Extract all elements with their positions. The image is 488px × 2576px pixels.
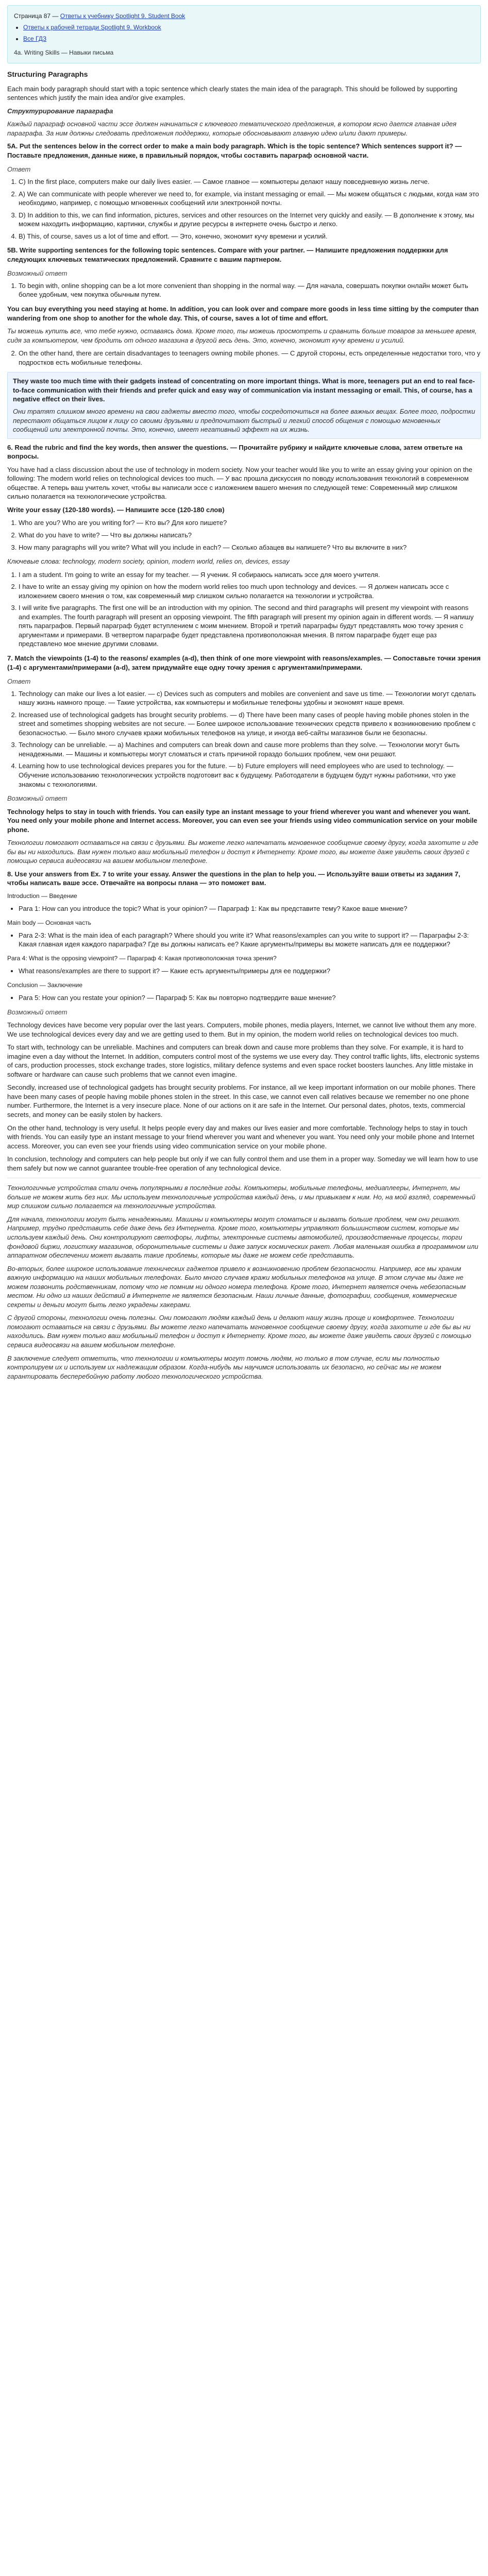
final-essay-1: Technology devices have become very popular over the last years. Computers, mobile phones, media players, Internet, we cannot live without them any more. We use technological devices every day and we are getting used to them. But in my opinion, the modern world relies on technological devices too much. [7,1021,477,1038]
all-gdz-link[interactable]: Все ГДЗ [23,35,47,43]
list-6-answer: 3. I will write five paragraphs. The first one will be an introduction with my opinion. The second and third paragraphs will present my viewpoint with reasons and examples. The fourth paragraph will present an opposing viewpoint. The fifth paragraph will present my opinion again in different words. — Я напишу пять параграфов. Первый параграф будет вступлением с моим мнением. Второй и третий параграфы будут представлять мою точку зрения с аргументами и примерами. В четвертом параграфе будет представлена противоположная мнения. В пятом параграфе будет еще раз представлено мое мнение другими словами. [19,603,481,649]
top-lead: Страница 87 — [14,12,59,20]
list-5a-item: 2. A) We can communicate with people wherever we need to, for example, via instant messaging or email. — Мы можем общаться с людьми, когда нам это необходимо, например, с помощью мгновенных сообщений или электронной почты. [19,190,481,208]
workbook-link[interactable]: Ответы к рабочей тетради Spotlight 9. Workbook [23,24,161,31]
list-7-item: 2. Increased use of technological gadgets has brought security problems. — d) There have been many cases of people having mobile phones stolen in the street and sometimes shopping websites are not secure. — Более широкое использование технических средств привело к возникновению проблем с безопасностью. — Было много случаев кражи мобильных телефонов на улице, и иногда веб-сайты магазинов были не безопасны. [19,710,481,738]
ex-5b2-en: They waste too much time with their gadgets instead of concentrating on more important things. What is more, teenagers put an end to real face-to-face communication with their friends and prefer quick and easy way of communication via instant messaging or email. This, of course, has a negative effect on their lives. [13,377,475,403]
list-7-item: 1. Technology can make our lives a lot easier. — c) Devices such as computers and mobiles are convenient and save us time. — Технологии могут сделать нашу жизнь намного проще. — Такие устройства, как компьютеры и мобильные телефоны удобны и экономят наше время. [19,689,481,707]
introduction: Introduction — Введение [7,892,77,900]
list-6-answer: 1. I am a student. I'm going to write an essay for my teacher. — Я ученик. Я собираюсь написать эссе для моего учителя. [19,570,481,580]
list-6-item: 2. What do you have to write? — Что вы должны написать? [19,531,481,540]
list-5b-2 [19,349,481,367]
mainbody: Main body — Основная часть [7,919,91,926]
plan-main-item: • Para 2-3: What is the main idea of each paragraph? Where should you write it? What reasons/examples can you write to support it? — Параграфы 2-3: Какая главная идея каждого параграфа? Где вы должны написать ее? Какие аргументы/примеры вы можете написать для ее поддержки? [19,931,481,949]
possible-8: Возможный ответ [7,1008,68,1016]
list-6-item: 3. How many paragraphs will you write? What will you include in each? — Сколько абзацев вы напишете? Что вы включите в них? [19,543,481,552]
list-5a-item: 4. B) This, of course, saves us a lot of time and effort. — Это, конечно, экономит кучу времени и усилий. [19,232,481,241]
conclusion: Conclusion — Заключение [7,981,83,989]
list-5a [19,177,481,241]
ex-5b2-ru: Они тратят слишком много времени на свои гаджеты вместо того, чтобы сосредоточиться на более важных вещах. Более того, подростки перестают общаться лицом к лицу со своими друзьями и предпочитают быстрый и легкий способ общения с помощью мгновенных сообщений или электронной почты. Это, конечно, имеет негативный эффект на их жизнь. [13,407,475,434]
list-7-item: 3. Technology can be unreliable. — a) Machines and computers can break down and cause more problems than they solve. — Технологии могут быть ненадежными. — Машины и компьютеры могут сломаться и стать причиной гораздо больших проблем, чем они решают. [19,740,481,758]
final-essay-ru-3: Во-вторых, более широкое использование технических гаджетов привело к возникновению проблем безопасности. Например, все мы храним важную информацию на наших мобильных телефонах. Было много случаев кражи мобильных телефонов на улице. В этом случае мы даже не можем позвонить родственникам, потому что не помним ни одного номера телефона. Кроме того, Интернет является очень небезопасным местом. Ни одно из наших действий в Интернете не является безопасным. Наши личные данные, фотографии, сообщения, коммерческие секреты и деньги могут быть легко украдены хакерами. [7,1264,466,1309]
h-ru: Структурирование параграфа [7,107,113,115]
h-essay: Write your essay (120-180 words). — Напишите эссе (120-180 слов) [7,505,225,514]
final-essay-ru-1: Технологичные устройства стали очень популярными в последние годы. Компьютеры, мобильные телефоны, медиаплееры, Интернет, мы больше не можем жить без них. Мы используем технологичные устройства каждый день, и мы привыкаем к ним. Но, на мой взгляд, современный мир слишком сильно полагается на технологичные устройства. [7,1184,476,1210]
p-ru: Каждый параграф основной части эссе должен начинаться с ключевого тематического предложения, в котором ясно дается главная идея параграфа. За ним должны следовать предложения поддержки, которые обосновывают главную идею и/или дают примеры. [7,120,457,137]
h-8: 8. Use your answers from Ex. 7 to write your essay. Answer the questions in the plan to help you. — Используйте ваши ответы из задания 7, чтобы написать ваше эссе. Отвечайте на вопросы плана — это поможет вам. [7,870,461,887]
plan-para4-item: • What reasons/examples are there to support it? — Какие есть аргументы/примеры для ее поддержки? [19,967,481,976]
h-5a: 5A. Put the sentences below in the correct order to make a main body paragraph. Which is the topic sentence? Which sentences support it? — Поставьте предложения, данные ниже, в правильный порядок, чтобы составить параграф основной части. [7,142,462,159]
plan-conclusion-item: • Para 5: How can you restate your opinion? — Параграф 5: Как вы повторно подтвердите ваше мнение? [19,993,481,1003]
ex-5b1-ru: Ты можешь купить все, что тебе нужно, оставаясь дома. Кроме того, ты можешь просмотреть и сравнить больше товаров за меньшее время, сидя за компьютером, чем бродить от одного магазина в другой весь день. Это, конечно, экономит кучу времени и усилий. [7,327,477,344]
section-title: 4a. Writing Skills — Навыки письма [14,48,114,56]
p-7b-en: Technology helps to stay in touch with friends. You can easily type an instant message to your friend wherever you want and whenever you want. You need only your mobile phone and Internet access. Moreover, you can even see your friends using video communication service on your mobile phone. [7,807,478,834]
para4: Para 4: What is the opposing viewpoint? — Параграф 4: Какая противоположная точка зрения? [7,955,277,962]
top-links-list [23,23,474,43]
final-essay-ru-2: Для начала, технологии могут быть ненадежными. Машины и компьютеры могут сломаться и вызвать больше проблем, чем они решают. Например, трудно представить себе даже день без Интернета. Кроме того, компьютеры управляют большинством систем, которые мы используем каждый день. Они контролируют светофоры, лифты, электронные системы автомобилей, производственные процессы, торги фондовой биржи, логистику магазинов, оборонительные системы и даже запуск космических ракет. Любая маленькая ошибка в программном или аппаратном обеспечении может вызвать такие проблемы, которые мы даже не можем себе представить. [7,1215,479,1260]
student-book-link[interactable]: Ответы к учебнику Spotlight 9. Student Book [60,12,186,20]
p-intro: Each main body paragraph should start with a topic sentence which clearly states the main idea of the paragraph. This should be followed by supporting sentences which justify the main idea and/or give examples. [7,84,458,102]
keywords: Ключевые слова: technology, modern society, opinion, modern world, relies on, devices, essay [7,557,290,566]
top-links-box [7,5,481,63]
list-5b-item-2: 2. On the other hand, there are certain disadvantages to teenagers owning mobile phones. — С другой стороны, есть определенные недостатки того, что у подростков есть мобильные телефоны. [19,349,481,367]
top-line-1 [14,12,474,20]
plan-conclusion [19,993,481,1003]
final-essay-3: Secondly, increased use of technological gadgets has brought security problems. For instance, all we keep important information on our mobile phones. There have been many cases of people having mobile phones stolen in the street. In this case, we cannot even call relatives because we remember no one phone number. Furthermore, the Internet is a very insecure place. None of our actions on it are safe in the Internet. Our personal dates, photos, texts, commercial secrets, and money can be easily stolen by hackers. [7,1083,476,1118]
p-6: You have had a class discussion about the use of technology in modern society. Now your teacher would like you to write an essay giving your opinion on the following: The modern world relies on technological devices too much. — У вас прошла дискуссия по поводу использования технологий в современном обществе. А теперь ваш учитель хочет, чтобы вы написали эссе с изложением вашего мнения по следующей теме: Современный мир слишком сильно полагается на технологические устройства. [7,465,473,501]
list-6-answers [19,570,481,649]
final-essay-4: On the other hand, technology is very useful. It helps people every day and makes our lives easier and more comfortable. Technology helps to stay in touch with friends. You can easily type an instant message to your friend wherever you want and whenever you want. You need only your mobile phone and Internet access. Moreover, you can even see your friends using video communication service on your mobile phone. [7,1124,475,1150]
list-6-item: 1. Who are you? Who are you writing for? — Кто вы? Для кого пишете? [19,518,481,528]
possible-5b: Возможный ответ [7,269,68,278]
possible-7b: Возможный ответ [7,794,68,803]
list-6-answer: 2. I have to write an essay giving my opinion on how the modern world relies too much upon technology and devices. — Я должен написать эссе с изложением своего мнения о том, как современный мир слишком сильно полагается на технологии и устройства. [19,582,481,600]
plan-para4 [19,967,481,976]
final-essay-2: To start with, technology can be unreliable. Machines and computers can break down and cause more problems than they solve. For example, it is hard to imagine even a day without the Internet. In addition, computers control most of the systems we use every day. They control traffic lights, lifts, electronic systems of cars, production processes, stock exchange trades, store logistics, military defence systems and even space rocket boosters launches. Any little mistake in software or hardware can cause such problems that we cannot even imagine. [7,1043,480,1078]
h-6: 6. Read the rubric and find the key words, then answer the questions. — Прочитайте рубрику и найдите ключевые слова, затем ответьте на вопросы. [7,443,463,461]
final-essay-ru-5: В заключение следует отметить, что технологии и компьютеры могут помочь людям, но только в том случае, если мы полностью контролируем их и используем их надлежащим образом. Когда-нибудь мы научимся использовать их безопасно, но сейчас мы не можем гарантировать бесперебойную работу любого технологического устройства. [7,1354,442,1380]
final-essay-5: In conclusion, technology and computers can help people but only if we can fully control them and use them in a proper way. Someday we will learn how to use them safely but now we cannot guarantee trouble-free operation of any technological device. [7,1155,478,1172]
list-7-item: 4. Learning how to use technological devices prepares you for the future. — b) Future employers will need employees who are used to technology. — Обучение использованию технологических устройств подготовит вас к будущему. Работодатели в будущем будут нужны работники, что уже знакомы с технологиями. [19,761,481,789]
ex-5b1-en: You can buy everything you need staying at home. In addition, you can look over and compare more goods in less time sitting by the computer than wandering from one shop to another for the whole day. This, of course, saves a lot of time and effort. [7,305,479,322]
list-7 [19,689,481,789]
plan-main [19,931,481,949]
otvet-7: Ответ [7,677,31,686]
example-box-5b2 [7,372,481,438]
h-7: 7. Match the viewpoints (1-4) to the reasons/ examples (a-d), then think of one more viewpoint with reasons/examples. — Сопоставьте точки зрения (1-4) с аргументами/примерами (a-d), затем придумайте еще одну точку зрения с аргументами/примерами. [7,654,481,671]
list-5b-item-1: 1. To begin with, online shopping can be a lot more convenient than shopping in the normal way. — Для начала, совершать покупки онлайн может быть более удобным, чем покупка обычным путем. [19,281,481,299]
final-essay-ru-4: С другой стороны, технологии очень полезны. Они помогают людям каждый день и делают нашу жизнь проще и комфортнее. Технологии помогают оставаться на связи с друзьями. Вы можете легко напечатать мгновенное сообщение своему другу, когда захотите и где бы вы ни находились. Вам нужен только ваш мобильный телефон и доступ к Интернету. Кроме того, вы можете даже увидеть своих друзей с помощью сервиса видеосвязи на вашем мобильном телефоне. [7,1314,472,1349]
list-5a-item: 3. D) In addition to this, we can find information, pictures, services and other resources on the Internet very quickly and easily. — В дополнение к этому, мы можем находить информацию, картинки, службы и другие ресурсы в интернете очень быстро и легко. [19,211,481,229]
list-5b [19,281,481,299]
plan-intro [19,904,481,913]
list-6 [19,518,481,552]
otvet-5a: Ответ [7,165,31,174]
list-5a-item: 1. C) In the first place, computers make our daily lives easier. — Самое главное — компьютеры делают нашу повседневную жизнь легче. [19,177,481,187]
plan-intro-item: • Para 1: How can you introduce the topic? What is your opinion? — Параграф 1: Как вы представите тему? Какое ваше мнение? [19,904,481,913]
p-7b-ru: Технологии помогают оставаться на связи с друзьями. Вы можете легко напечатать мгновенное сообщение своему другу, когда захотите и где бы вы ни находились. Вам нужен только ваш мобильный телефон и доступ к Интернету. Кроме того, вы можете даже увидеть своих друзей с помощью сервиса видеосвязи на вашем мобильном телефоне. [7,839,479,865]
h-5b: 5B. Write supporting sentences for the following topic sentences. Compare with your partner. — Напишите предложения поддержки для следующих ключевых тематических предложений. Сравните с вашим партнером. [7,246,448,263]
h-structuring: Structuring Paragraphs [7,70,88,78]
